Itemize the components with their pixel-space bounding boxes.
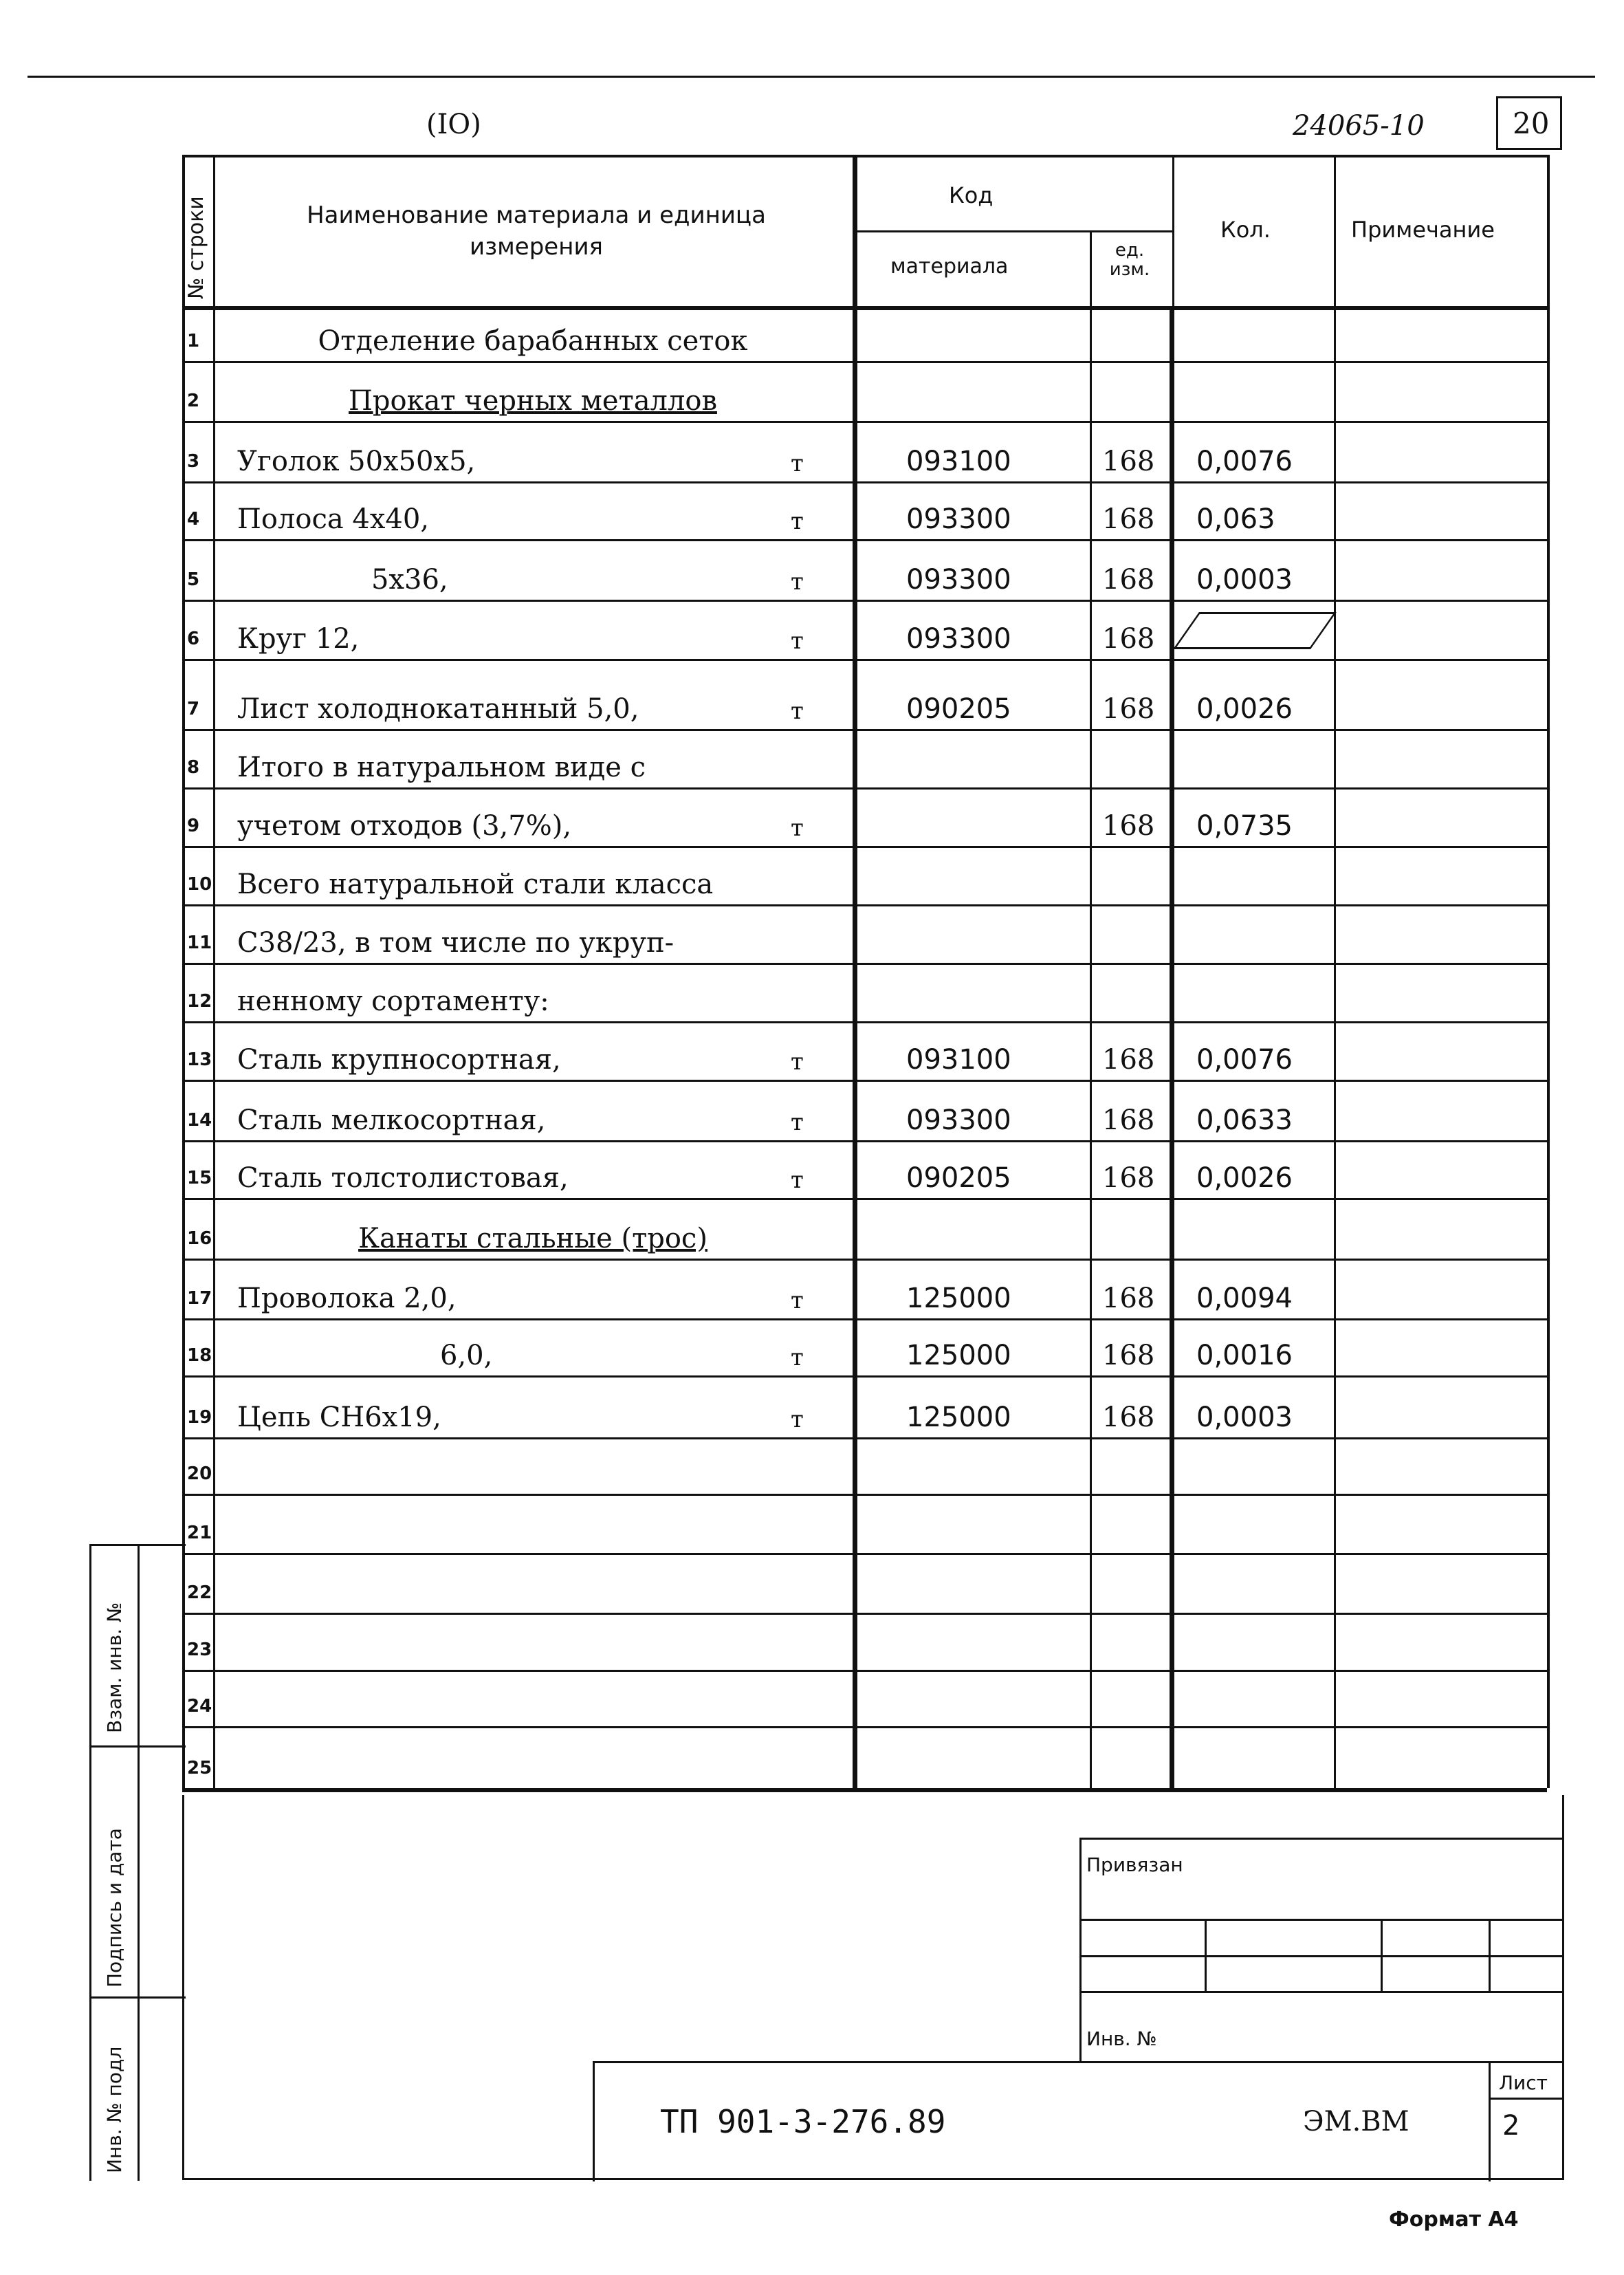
- row-unit-code: 168: [1102, 1340, 1155, 1371]
- sheet-code: (IO): [426, 109, 481, 140]
- row-number: 1: [187, 331, 200, 351]
- row-line: [182, 1080, 1547, 1082]
- row-unit-code: 168: [1102, 1283, 1155, 1314]
- row-material-code: 093300: [906, 503, 1011, 535]
- row-line: [182, 659, 1547, 661]
- row-number: 4: [187, 509, 200, 530]
- row-number: 12: [187, 991, 212, 1012]
- row-unit-code: 168: [1102, 446, 1155, 477]
- row-name: Сталь мелкосортная,: [237, 1104, 546, 1136]
- row-number: 20: [187, 1463, 212, 1484]
- inv-no-label: Инв. №: [1086, 2027, 1157, 2050]
- row-number: 16: [187, 1228, 212, 1249]
- row-name: Лист холоднокатанный 5,0,: [237, 693, 639, 725]
- mat-block-right: [1170, 306, 1174, 1788]
- row-unit: т: [791, 1048, 804, 1076]
- row-line: [182, 729, 1547, 731]
- row-material-code: 093100: [906, 1044, 1011, 1076]
- table-top-border: [182, 155, 1547, 157]
- row-unit: т: [791, 697, 804, 725]
- row-line: [182, 1318, 1547, 1320]
- row-qty: 0,0735: [1196, 810, 1293, 842]
- row-line: [182, 1613, 1547, 1615]
- row-qty: 0,0016: [1196, 1340, 1293, 1371]
- header-bottom-border: [182, 306, 1547, 310]
- row-name: Канаты стальные (трос): [358, 1223, 707, 1254]
- row-material-code: 125000: [906, 1340, 1011, 1371]
- row-line: [182, 1726, 1547, 1728]
- row-qty: 0,063: [1196, 503, 1275, 535]
- mat-col-line: [853, 155, 857, 1788]
- row-qty: 0,0026: [1196, 1162, 1293, 1194]
- row-line: [182, 600, 1547, 602]
- stamp-vzam: Взам. инв. №: [103, 1602, 126, 1733]
- list-sep: [1489, 2098, 1564, 2100]
- row-number: 19: [187, 1407, 212, 1428]
- row-line: [182, 846, 1547, 848]
- table-right-border: [1547, 155, 1550, 1788]
- designation-top: [593, 2061, 1564, 2063]
- row-line: [182, 1140, 1547, 1142]
- row-unit-code: 168: [1102, 1162, 1155, 1194]
- row-material-code: 093300: [906, 1104, 1011, 1136]
- row-name: Уголок 50х50х5,: [237, 446, 476, 477]
- mark-text: ЭМ.ВМ: [1303, 2106, 1409, 2137]
- row-qty: 0,0076: [1196, 446, 1293, 477]
- row-line: [182, 1198, 1547, 1200]
- privyazan-col-1: [1205, 1919, 1207, 1991]
- row-line: [182, 361, 1547, 363]
- row-number: 24: [187, 1696, 212, 1717]
- row-name: 6,0,: [440, 1340, 493, 1371]
- row-name: 5х36,: [371, 564, 448, 596]
- row-line: [182, 1788, 1547, 1792]
- row-line: [182, 1375, 1547, 1378]
- header-material: материала: [890, 254, 1009, 279]
- privyazan-left: [1079, 1838, 1082, 2061]
- row-number: 11: [187, 933, 212, 953]
- row-qty: 0,0076: [1196, 1044, 1293, 1076]
- stamp-inv-podl: Инв. № подл: [103, 2046, 126, 2173]
- row-name: учетом отходов (3,7%),: [237, 810, 572, 842]
- row-unit-code: 168: [1102, 810, 1155, 842]
- page-number: 20: [1513, 107, 1550, 140]
- row-number: 10: [187, 874, 212, 895]
- row-name: Итого в натуральном виде с: [237, 752, 646, 783]
- row-number: 6: [187, 629, 200, 649]
- row-line: [182, 1494, 1547, 1496]
- row-number: 8: [187, 757, 200, 778]
- row-unit: т: [791, 450, 804, 477]
- header-row-no: № строки: [184, 196, 208, 299]
- list-value: 2: [1502, 2110, 1520, 2142]
- row-unit: т: [791, 1344, 804, 1371]
- table-left-border: [182, 155, 185, 1788]
- format-label: Формат А4: [1389, 2208, 1519, 2232]
- row-qty: 0,0633: [1196, 1104, 1293, 1136]
- row-name: Круг 12,: [237, 623, 360, 655]
- row-line: [182, 1259, 1547, 1261]
- row-material-code: 093300: [906, 623, 1011, 655]
- row-number: 21: [187, 1523, 212, 1543]
- privyazan-col-2: [1381, 1919, 1383, 1991]
- list-left: [1489, 2063, 1491, 2181]
- row-number: 23: [187, 1640, 212, 1660]
- row-unit: т: [791, 1406, 804, 1433]
- privyazan-top: [1079, 1838, 1564, 1840]
- row-name: Отделение барабанных сеток: [318, 325, 748, 357]
- row-number: 25: [187, 1758, 212, 1778]
- row-material-code: 125000: [906, 1283, 1011, 1314]
- row-name: Сталь толстолистовая,: [237, 1162, 569, 1194]
- list-label: Лист: [1499, 2071, 1548, 2094]
- row-unit-code: 168: [1102, 1104, 1155, 1136]
- row-unit: т: [791, 568, 804, 596]
- row-number: 7: [187, 699, 200, 719]
- row-qty: 0,0003: [1196, 1402, 1293, 1433]
- top-border: [28, 76, 1595, 78]
- struck-cell-mark: [1173, 612, 1337, 649]
- row-line: [182, 1553, 1547, 1555]
- row-line: [182, 421, 1547, 423]
- row-number: 15: [187, 1168, 212, 1188]
- row-number: 9: [187, 816, 200, 836]
- row-qty: 0,0094: [1196, 1283, 1293, 1314]
- row-line: [182, 1437, 1547, 1439]
- row-line: [182, 539, 1547, 541]
- note-col-line: [1334, 155, 1336, 1788]
- row-number: 22: [187, 1582, 212, 1603]
- header-code: Код: [949, 182, 994, 208]
- row-unit: т: [791, 1287, 804, 1314]
- header-name: Наименование материала и единица измерения: [307, 202, 766, 261]
- row-unit-code: 168: [1102, 1044, 1155, 1076]
- row-unit: т: [791, 1109, 804, 1136]
- code-header-split: [853, 230, 1172, 232]
- privyazan-row-2: [1079, 1955, 1564, 1957]
- row-name: Проволока 2,0,: [237, 1283, 457, 1314]
- row-name: ненному сортаменту:: [237, 986, 549, 1017]
- row-number: 2: [187, 391, 200, 411]
- header-unit: ед. изм.: [1109, 240, 1150, 280]
- row-unit-code: 168: [1102, 564, 1155, 596]
- row-unit: т: [791, 814, 804, 842]
- row-name: С38/23, в том числе по укруп-: [237, 927, 674, 959]
- row-unit: т: [791, 508, 804, 535]
- row-name: Сталь крупносортная,: [237, 1044, 561, 1076]
- row-material-code: 090205: [906, 1162, 1011, 1194]
- designation-left: [593, 2061, 595, 2181]
- row-number: 17: [187, 1288, 212, 1309]
- row-name: Цепь СН6х19,: [237, 1402, 441, 1433]
- row-material-code: 093100: [906, 446, 1011, 477]
- row-unit: т: [791, 1166, 804, 1194]
- row-qty: 0,0003: [1196, 564, 1293, 596]
- designation-text: ТП 901-3-276.89: [660, 2103, 946, 2140]
- row-line: [182, 787, 1547, 790]
- stamp-podpis: Подпись и дата: [103, 1828, 126, 1988]
- privyazan-row-1: [1079, 1919, 1564, 1921]
- row-line: [182, 1670, 1547, 1672]
- row-material-code: 093300: [906, 564, 1011, 596]
- row-number: 5: [187, 569, 200, 590]
- header-qty: Кол.: [1220, 217, 1271, 243]
- row-unit: т: [791, 627, 804, 655]
- row-number: 18: [187, 1345, 212, 1366]
- stamp-sep-v: [138, 1544, 140, 2181]
- privyazan-row-3: [1079, 1991, 1564, 1993]
- row-material-code: 090205: [906, 693, 1011, 725]
- row-line: [182, 1021, 1547, 1023]
- row-number: 14: [187, 1110, 212, 1131]
- doc-number: 24065-10: [1293, 110, 1425, 142]
- row-material-code: 125000: [906, 1402, 1011, 1433]
- privyazan-col-3: [1489, 1919, 1491, 1991]
- row-name: Всего натуральной стали класса: [237, 869, 714, 900]
- row-qty: 0,0026: [1196, 693, 1293, 725]
- row-unit-code: 168: [1102, 503, 1155, 535]
- row-number: 3: [187, 451, 200, 472]
- header-note: Примечание: [1351, 217, 1495, 243]
- row-unit-code: 168: [1102, 693, 1155, 725]
- row-name: Прокат черных металлов: [349, 385, 717, 417]
- row-line: [182, 963, 1547, 965]
- row-line: [182, 904, 1547, 906]
- row-unit-code: 168: [1102, 1402, 1155, 1433]
- row-line: [182, 481, 1547, 483]
- row-unit-code: 168: [1102, 623, 1155, 655]
- row-name: Полоса 4х40,: [237, 503, 430, 535]
- privyazan-label: Привязан: [1086, 1853, 1183, 1876]
- stamp-frame-left: [89, 1544, 91, 2181]
- row-number: 13: [187, 1049, 212, 1070]
